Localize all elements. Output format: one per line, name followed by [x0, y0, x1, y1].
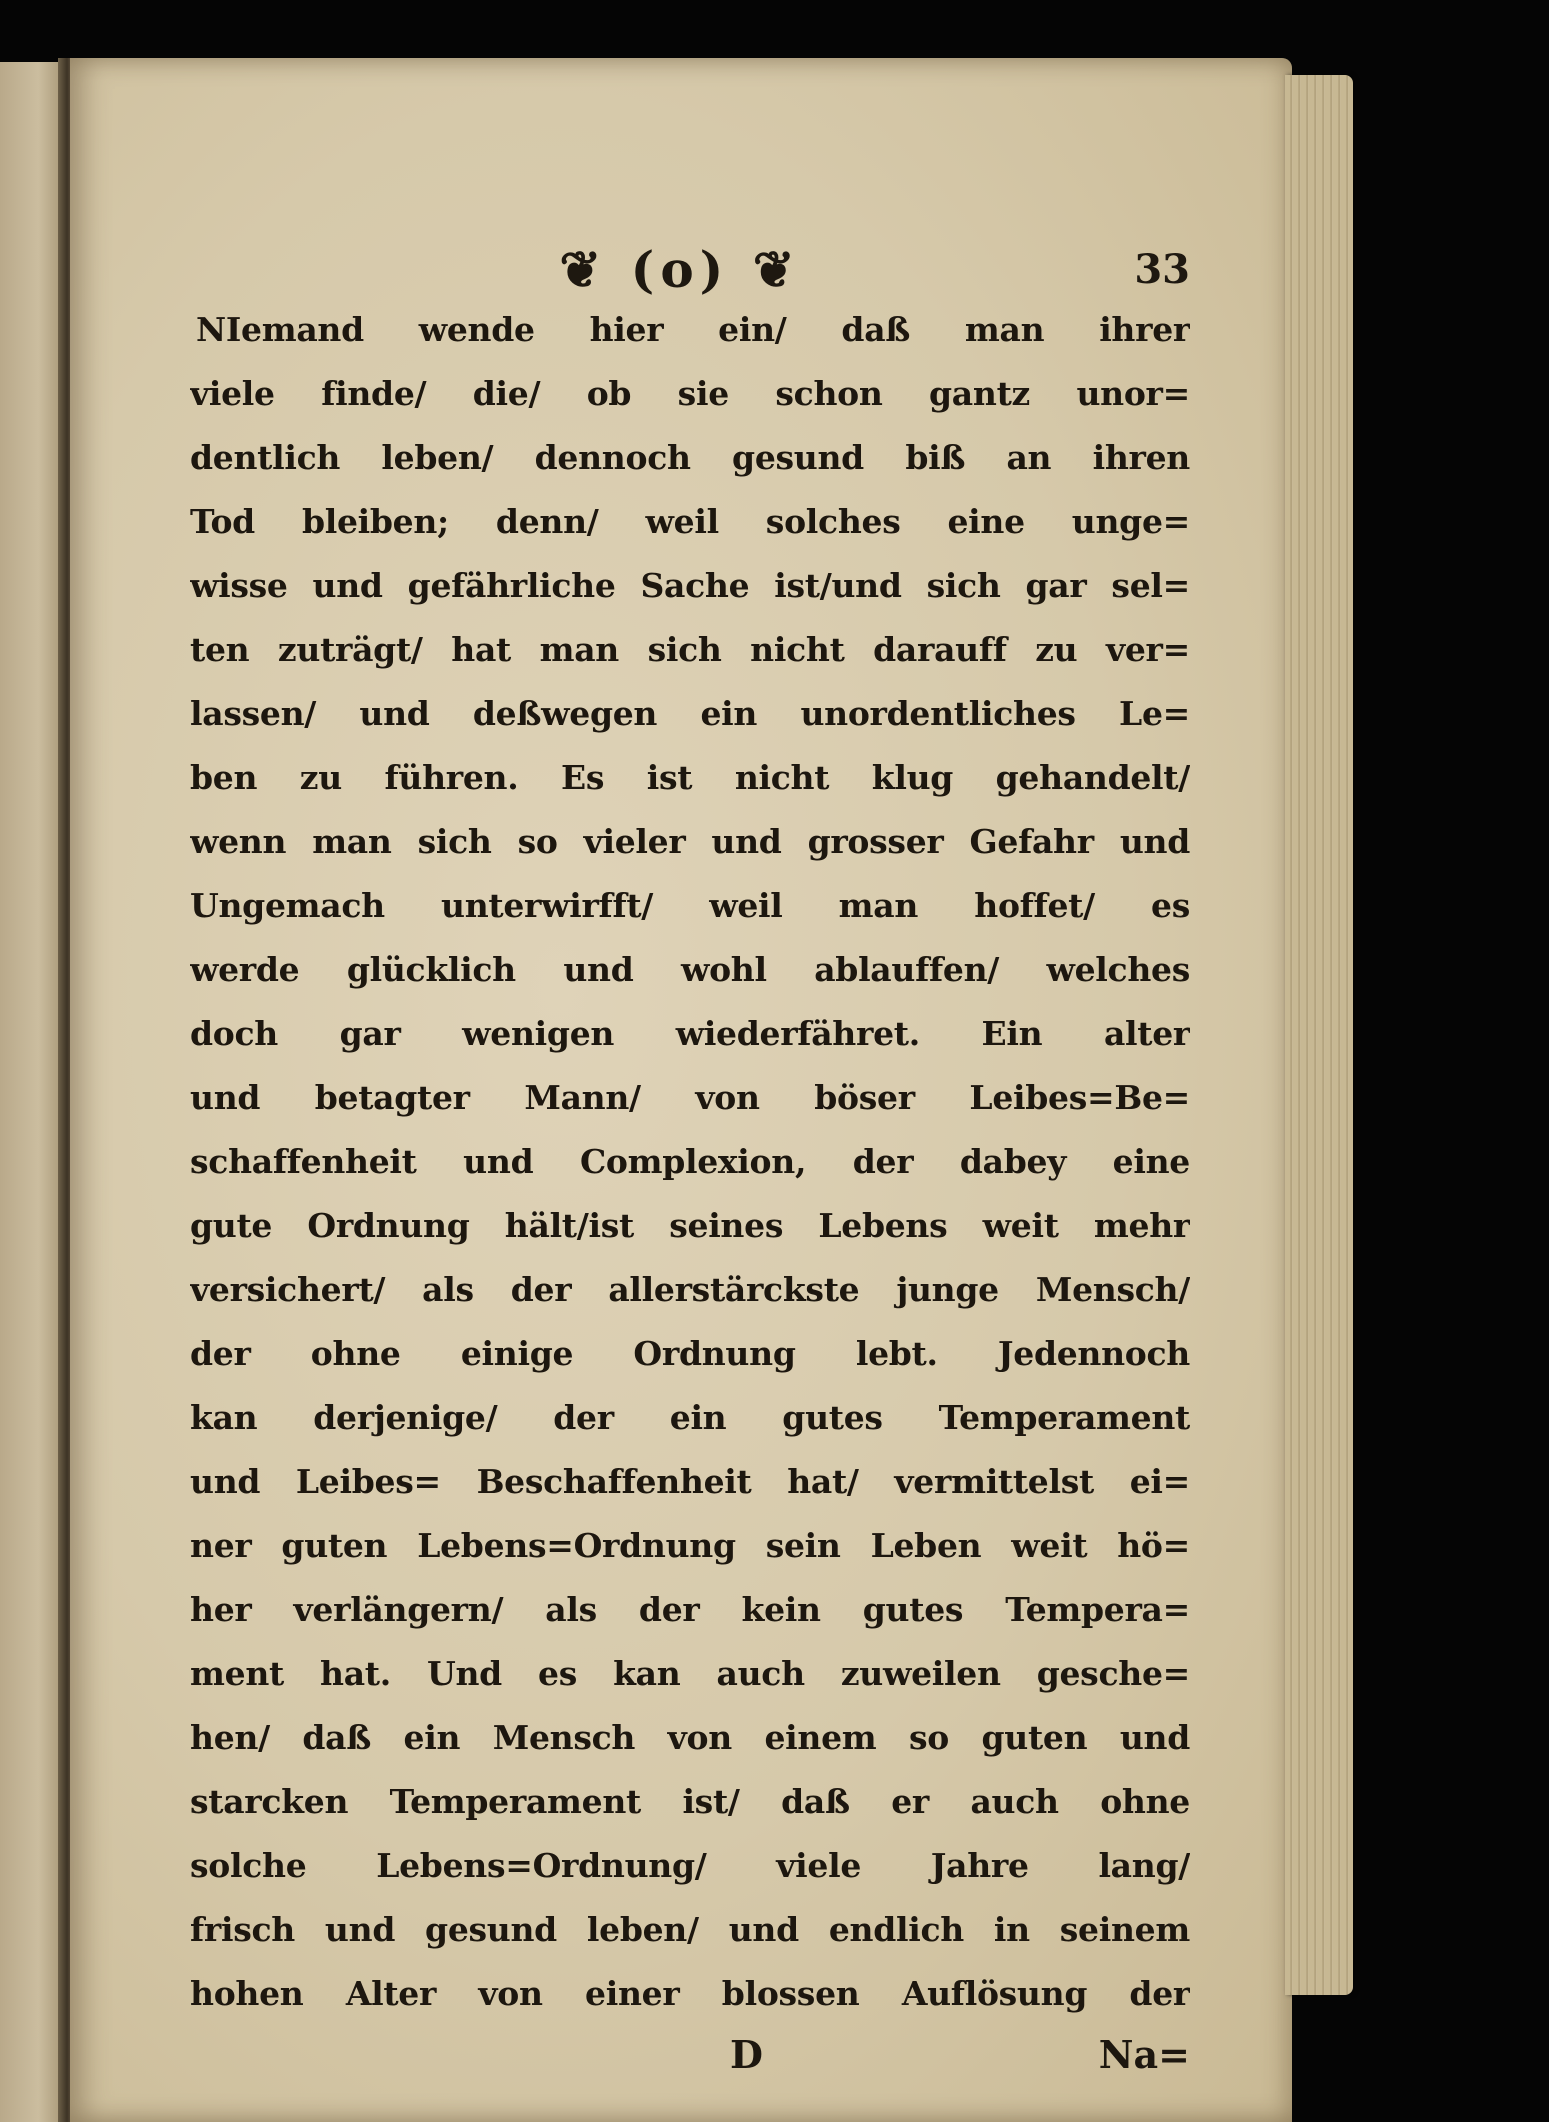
text-line: versichert/ als der allerstärckste junge Mensch/	[190, 1270, 1190, 1309]
text-line: ment hat. Und es kan auch zuweilen gesche=	[190, 1654, 1190, 1693]
text-line: ner guten Lebens=Ordnung sein Leben weit hö=	[190, 1526, 1190, 1565]
text-line: frisch und gesund leben/ und endlich in seinem	[190, 1910, 1190, 1949]
text-line: doch gar wenigen wiederfähret. Ein alter	[190, 1014, 1190, 1053]
text-line: wenn man sich so vieler und grosser Gefahr und	[190, 822, 1190, 861]
text-line: gute Ordnung hält/ist seines Lebens weit mehr	[190, 1206, 1190, 1245]
page-number: 33	[1134, 246, 1190, 293]
facing-page-edge	[0, 62, 64, 2122]
text-line: her verlängern/ als der kein gutes Tempera=	[190, 1590, 1190, 1629]
text-line: dentlich leben/ dennoch gesund biß an ihren	[190, 438, 1190, 477]
body-text	[190, 298, 1190, 2026]
running-header	[190, 240, 1190, 300]
text-line: Ungemach unterwirfft/ weil man hoffet/ es	[190, 886, 1190, 925]
text-line: ten zuträgt/ hat man sich nicht darauff zu ver=	[190, 630, 1190, 669]
text-line: der ohne einige Ordnung lebt. Jedennoch	[190, 1334, 1190, 1373]
text-line: hohen Alter von einer blossen Auflösung der	[190, 1974, 1190, 2013]
text-line: ben zu führen. Es ist nicht klug gehandelt/	[190, 758, 1190, 797]
page-edges	[1285, 75, 1353, 1995]
text-line: wisse und gefährliche Sache ist/und sich gar sel=	[190, 566, 1190, 605]
text-line: viele finde/ die/ ob sie schon gantz unor=	[190, 374, 1190, 413]
text-line: und Leibes= Beschaffenheit hat/ vermittelst ei=	[190, 1462, 1190, 1501]
text-line: werde glücklich und wohl ablauffen/ welches	[190, 950, 1190, 989]
catchword: Na=	[1098, 2032, 1190, 2077]
text-line: lassen/ und deßwegen ein unordentliches Le=	[190, 694, 1190, 733]
text-line: kan derjenige/ der ein gutes Temperament	[190, 1398, 1190, 1437]
text-line: solche Lebens=Ordnung/ viele Jahre lang/	[190, 1846, 1190, 1885]
book-page	[70, 58, 1292, 2122]
text-line: NIemand wende hier ein/ daß man ihrer	[196, 310, 1190, 349]
header-ornament: ❦ (o) ❦	[559, 240, 801, 299]
text-line: hen/ daß ein Mensch von einem so guten und	[190, 1718, 1190, 1757]
text-line: schaffenheit und Complexion, der dabey eine	[190, 1142, 1190, 1181]
text-line: Tod bleiben; denn/ weil solches eine unge=	[190, 502, 1190, 541]
text-block	[190, 198, 1190, 2098]
page-footer	[190, 2032, 1190, 2096]
signature-mark: D	[730, 2032, 763, 2077]
text-line: und betagter Mann/ von böser Leibes=Be=	[190, 1078, 1190, 1117]
text-line: starcken Temperament ist/ daß er auch ohne	[190, 1782, 1190, 1821]
